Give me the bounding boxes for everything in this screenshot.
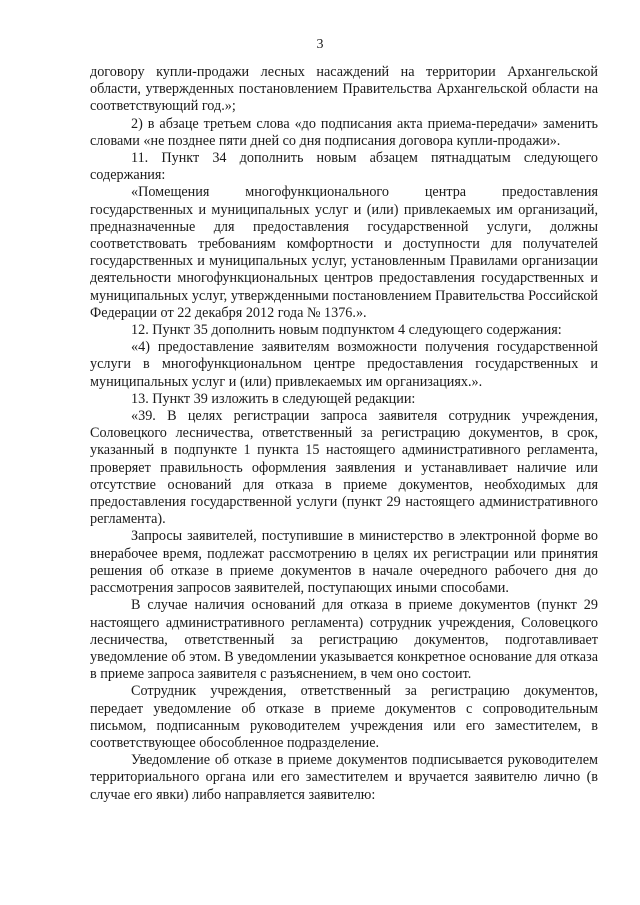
paragraph-2: 2) в абзаце третьем слова «до подписания акта приема-передачи» заменить словами «не позднее пяти дней со дня подписания договора купли-продажи».: [90, 115, 598, 149]
paragraph-10: В случае наличия оснований для отказа в приеме документов (пункт 29 настоящего административного регламента) сотрудник учреждения, Соловецкого лесничества, ответственный за регистрацию документов, подготавливает уведомление об этом. В уведомлении указывается конкретное основание для отказа в приеме запроса заявителя с разъяснением, в чем оно состоит.: [90, 597, 598, 683]
paragraph-12: Уведомление об отказе в приеме документов подписывается руководителем территориального органа или его заместителем и вручается заявителю лично (в случае его явки) либо направляется заявителю:: [90, 752, 598, 803]
paragraph-7: 13. Пункт 39 изложить в следующей редакции:: [131, 390, 416, 407]
paragraph-1: договору купли-продажи лесных насаждений на территории Архангельской области, утвержденных постановлением Правительства Архангельской области на соответствующий год.»;: [90, 64, 598, 115]
paragraph-5: 12. Пункт 35 дополнить новым подпунктом 4 следующего содержания:: [131, 322, 562, 339]
paragraph-11: Сотрудник учреждения, ответственный за регистрацию документов, передает уведомление об отказе в приеме документов с сопроводительным письмом, подписанным руководителем учреждения или его заместителем, в соответствующее обособленное подразделение.: [90, 683, 598, 751]
paragraph-4: «Помещения многофункционального центра предоставления государственных и муниципальных услуг и (или) привлекаемых им организаций, предназначенные для предоставления государственной услуги, должны соответствовать требованиям комфортности и доступности для получателей государственных и муниципальных услуг, установленным Правилами организации деятельности многофункциональных центров предоставления государственных и муниципальных услуг, утвержденными постановлением Правительства Российской Федерации от 22 декабря 2012 года № 1376.».: [90, 184, 598, 321]
page-number: 3: [316, 37, 324, 52]
paragraph-8: «39. В целях регистрации запроса заявителя сотрудник учреждения, Соловецкого лесничества, ответственный за регистрацию документов, в срок, указанный в подпункте 1 пункта 15 настоящего административного регламента, проверяет правильность оформления заявления и устанавливает наличие или отсутствие оснований для отказа в приеме документов, необходимых для предоставления государственной услуги (пункт 29 настоящего административного регламента).: [90, 408, 598, 528]
paragraph-9: Запросы заявителей, поступившие в министерство в электронной форме во внерабочее время, подлежат рассмотрению в целях их регистрации или принятия решения об отказе в приеме документов в начале очередного рабочего дня до рассмотрения запросов заявителей, поступающих иными способами.: [90, 528, 598, 597]
body-text: [90, 64, 598, 804]
paragraph-3: 11. Пункт 34 дополнить новым абзацем пятнадцатым следующего содержания:: [90, 150, 598, 184]
paragraph-6: «4) предоставление заявителям возможности получения государственной услуги в многофункциональном центре предоставления государственных и муниципальных услуг и (или) привлекаемых им организациях.».: [90, 339, 598, 390]
